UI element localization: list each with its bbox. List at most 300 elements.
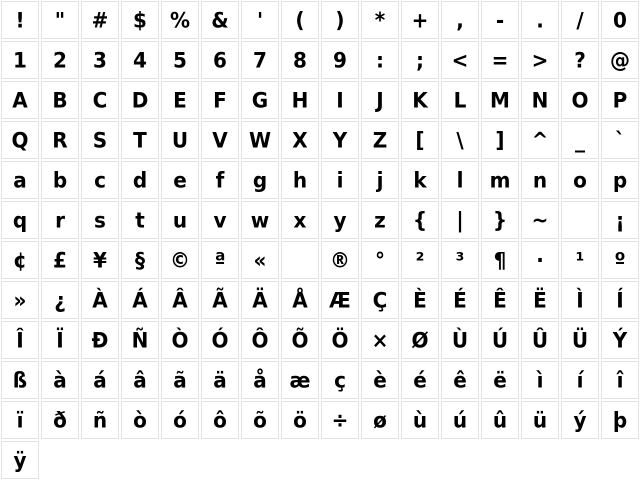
glyph-cell[interactable]	[81, 361, 119, 399]
glyph-cell[interactable]	[1, 81, 39, 119]
glyph-cell[interactable]	[361, 121, 399, 159]
glyph-cell[interactable]	[521, 41, 559, 79]
glyph-cell[interactable]	[361, 241, 399, 279]
glyph-cell[interactable]	[1, 41, 39, 79]
glyph-cell[interactable]	[161, 81, 199, 119]
glyph-cell[interactable]	[521, 81, 559, 119]
glyph-cell[interactable]	[1, 441, 39, 479]
glyph-character: ß	[12, 367, 28, 393]
glyph-cell[interactable]	[281, 241, 319, 279]
glyph-cell[interactable]	[241, 321, 279, 359]
glyph-character: *	[374, 7, 386, 33]
glyph-character: ¿	[54, 287, 66, 313]
glyph-cell[interactable]	[241, 281, 279, 319]
glyph-character: í	[576, 367, 584, 393]
glyph-character: ü	[532, 407, 548, 433]
glyph-cell[interactable]	[281, 161, 319, 199]
glyph-character: ?	[574, 47, 586, 73]
glyph-cell[interactable]	[81, 161, 119, 199]
glyph-cell[interactable]	[121, 201, 159, 239]
glyph-cell[interactable]	[201, 161, 239, 199]
glyph-cell[interactable]	[481, 281, 519, 319]
glyph-character: S	[92, 127, 108, 153]
empty-slot	[41, 441, 79, 479]
glyph-cell[interactable]	[201, 321, 239, 359]
glyph-cell[interactable]	[561, 241, 599, 279]
glyph-cell[interactable]	[361, 321, 399, 359]
glyph-character: ·	[536, 247, 544, 273]
glyph-cell[interactable]	[41, 361, 79, 399]
glyph-cell[interactable]	[401, 41, 439, 79]
glyph-cell[interactable]	[561, 41, 599, 79]
glyph-cell[interactable]	[401, 281, 439, 319]
glyph-cell[interactable]	[561, 81, 599, 119]
glyph-cell[interactable]	[521, 201, 559, 239]
glyph-cell[interactable]	[401, 1, 439, 39]
glyph-cell[interactable]	[201, 121, 239, 159]
glyph-cell[interactable]	[321, 1, 359, 39]
glyph-cell[interactable]	[361, 401, 399, 439]
glyph-character: q	[12, 207, 28, 233]
glyph-character: ¡	[615, 207, 625, 233]
glyph-character: ì	[536, 367, 544, 393]
glyph-cell[interactable]	[521, 281, 559, 319]
glyph-cell[interactable]	[161, 121, 199, 159]
glyph-cell[interactable]	[281, 321, 319, 359]
glyph-character: +	[411, 7, 429, 33]
glyph-cell[interactable]	[441, 321, 479, 359]
glyph-character: H	[291, 87, 309, 113]
glyph-character: I	[336, 87, 344, 113]
glyph-cell[interactable]	[81, 201, 119, 239]
glyph-character: `	[615, 127, 625, 153]
glyph-cell[interactable]	[81, 1, 119, 39]
glyph-character: /	[576, 7, 584, 33]
glyph-cell[interactable]	[401, 321, 439, 359]
glyph-character: (	[295, 7, 305, 33]
glyph-cell[interactable]	[441, 161, 479, 199]
glyph-character: Û	[531, 327, 549, 353]
glyph-cell[interactable]	[281, 1, 319, 39]
glyph-cell[interactable]	[481, 321, 519, 359]
glyph-cell[interactable]	[481, 161, 519, 199]
glyph-character: û	[492, 407, 508, 433]
glyph-character: ®	[330, 247, 350, 273]
glyph-character: s	[94, 207, 106, 233]
glyph-cell[interactable]	[481, 241, 519, 279]
glyph-character: l	[456, 167, 464, 193]
glyph-character: >	[531, 47, 549, 73]
glyph-character: ~	[531, 207, 549, 233]
glyph-character: «	[253, 247, 267, 273]
glyph-cell[interactable]	[561, 121, 599, 159]
glyph-cell[interactable]	[601, 1, 639, 39]
glyph-cell[interactable]	[281, 401, 319, 439]
empty-slot	[161, 441, 199, 479]
glyph-cell[interactable]	[481, 401, 519, 439]
glyph-cell[interactable]	[1, 161, 39, 199]
glyph-cell[interactable]	[441, 81, 479, 119]
glyph-character: æ	[289, 367, 311, 393]
glyph-cell[interactable]	[401, 241, 439, 279]
glyph-cell[interactable]	[601, 321, 639, 359]
empty-slot	[481, 441, 519, 479]
glyph-character: [	[415, 127, 425, 153]
glyph-character: &	[211, 7, 229, 33]
empty-slot	[561, 441, 599, 479]
glyph-character: Y	[332, 127, 348, 153]
glyph-cell[interactable]	[361, 41, 399, 79]
glyph-character: w	[250, 207, 270, 233]
glyph-character: º	[614, 247, 626, 273]
glyph-cell[interactable]	[361, 81, 399, 119]
glyph-cell[interactable]	[201, 81, 239, 119]
glyph-cell[interactable]	[241, 1, 279, 39]
glyph-character: m	[489, 167, 511, 193]
glyph-cell[interactable]	[241, 41, 279, 79]
glyph-cell[interactable]	[1, 281, 39, 319]
glyph-cell[interactable]	[81, 121, 119, 159]
glyph-character: _	[575, 127, 585, 153]
glyph-cell[interactable]	[321, 201, 359, 239]
glyph-cell[interactable]	[361, 361, 399, 399]
glyph-cell[interactable]	[161, 41, 199, 79]
glyph-cell[interactable]	[241, 241, 279, 279]
glyph-cell[interactable]	[281, 281, 319, 319]
glyph-cell[interactable]	[121, 1, 159, 39]
glyph-cell[interactable]	[241, 81, 279, 119]
glyph-character: Ç	[372, 287, 388, 313]
glyph-character: =	[491, 47, 509, 73]
glyph-character: X	[292, 127, 308, 153]
glyph-cell[interactable]	[601, 201, 639, 239]
glyph-cell[interactable]	[281, 361, 319, 399]
glyph-character: §	[135, 247, 145, 273]
glyph-character: Ú	[491, 327, 509, 353]
glyph-cell[interactable]	[321, 321, 359, 359]
glyph-character: ]	[495, 127, 505, 153]
glyph-cell[interactable]	[321, 281, 359, 319]
glyph-character: W	[248, 127, 272, 153]
glyph-cell[interactable]	[241, 161, 279, 199]
glyph-character: $	[133, 7, 147, 33]
glyph-cell[interactable]	[161, 201, 199, 239]
glyph-character: 7	[253, 47, 267, 73]
empty-slot	[361, 441, 399, 479]
glyph-character: Ã	[212, 287, 228, 313]
glyph-character: 6	[213, 47, 227, 73]
glyph-character: ý	[573, 407, 587, 433]
glyph-cell[interactable]	[1, 361, 39, 399]
glyph-character: "	[54, 7, 66, 33]
glyph-cell[interactable]	[401, 401, 439, 439]
glyph-cell[interactable]	[241, 361, 279, 399]
glyph-cell[interactable]	[81, 321, 119, 359]
glyph-character: ×	[371, 327, 389, 353]
glyph-cell[interactable]	[521, 241, 559, 279]
glyph-character: o	[573, 167, 587, 193]
glyph-cell[interactable]	[41, 241, 79, 279]
glyph-cell[interactable]	[41, 1, 79, 39]
glyph-cell[interactable]	[361, 161, 399, 199]
glyph-character: Z	[372, 127, 388, 153]
glyph-character: g	[252, 167, 268, 193]
glyph-cell[interactable]	[241, 401, 279, 439]
glyph-cell[interactable]	[81, 241, 119, 279]
glyph-character: Ë	[533, 287, 547, 313]
glyph-cell[interactable]	[241, 121, 279, 159]
glyph-character: Ù	[451, 327, 469, 353]
glyph-cell[interactable]	[321, 81, 359, 119]
glyph-character: x	[293, 207, 307, 233]
glyph-cell[interactable]	[321, 361, 359, 399]
glyph-cell[interactable]	[481, 201, 519, 239]
glyph-character: Â	[172, 287, 188, 313]
glyph-cell[interactable]	[161, 1, 199, 39]
glyph-cell[interactable]	[161, 281, 199, 319]
glyph-cell[interactable]	[521, 321, 559, 359]
glyph-cell[interactable]	[481, 81, 519, 119]
glyph-character: ÷	[331, 407, 349, 433]
glyph-cell[interactable]	[41, 81, 79, 119]
glyph-cell[interactable]	[81, 81, 119, 119]
glyph-cell[interactable]	[601, 81, 639, 119]
glyph-cell[interactable]	[201, 281, 239, 319]
glyph-cell[interactable]	[41, 401, 79, 439]
glyph-cell[interactable]	[201, 361, 239, 399]
glyph-character: ù	[412, 407, 428, 433]
glyph-character: U	[171, 127, 189, 153]
glyph-character: à	[53, 367, 67, 393]
glyph-cell[interactable]	[521, 121, 559, 159]
glyph-character: P	[612, 87, 628, 113]
glyph-character: 3	[93, 47, 107, 73]
glyph-cell[interactable]	[441, 201, 479, 239]
glyph-cell[interactable]	[281, 201, 319, 239]
glyph-cell[interactable]	[481, 41, 519, 79]
glyph-cell[interactable]	[601, 281, 639, 319]
glyph-cell[interactable]	[281, 81, 319, 119]
empty-slot	[201, 441, 239, 479]
glyph-character: ¢	[13, 247, 27, 273]
glyph-cell[interactable]	[321, 241, 359, 279]
glyph-cell[interactable]	[161, 401, 199, 439]
glyph-cell[interactable]	[441, 241, 479, 279]
glyph-cell[interactable]	[601, 401, 639, 439]
glyph-character: 2	[53, 47, 67, 73]
glyph-cell[interactable]	[201, 41, 239, 79]
glyph-character: d	[132, 167, 148, 193]
glyph-cell[interactable]	[481, 361, 519, 399]
glyph-character: Á	[132, 287, 148, 313]
glyph-cell[interactable]	[41, 281, 79, 319]
glyph-cell[interactable]	[161, 161, 199, 199]
glyph-cell[interactable]	[361, 201, 399, 239]
glyph-character: 9	[333, 47, 347, 73]
glyph-character: p	[612, 167, 628, 193]
glyph-character: ò	[133, 407, 147, 433]
glyph-character: a	[13, 167, 27, 193]
glyph-character: ï	[16, 407, 24, 433]
glyph-cell[interactable]	[161, 241, 199, 279]
glyph-cell[interactable]	[441, 361, 479, 399]
empty-slot	[281, 441, 319, 479]
glyph-character: À	[92, 287, 108, 313]
glyph-character: v	[213, 207, 227, 233]
glyph-cell[interactable]	[561, 201, 599, 239]
glyph-character: C	[92, 87, 108, 113]
glyph-cell[interactable]	[41, 161, 79, 199]
glyph-character: Ö	[331, 327, 349, 353]
glyph-cell[interactable]	[521, 161, 559, 199]
glyph-cell[interactable]	[1, 321, 39, 359]
glyph-cell[interactable]	[121, 121, 159, 159]
glyph-cell[interactable]	[41, 41, 79, 79]
glyph-cell[interactable]	[481, 1, 519, 39]
glyph-cell[interactable]	[201, 401, 239, 439]
glyph-cell[interactable]	[521, 1, 559, 39]
glyph-character: A	[12, 87, 28, 113]
glyph-character: <	[451, 47, 469, 73]
empty-slot	[81, 441, 119, 479]
glyph-cell[interactable]	[1, 121, 39, 159]
glyph-cell[interactable]	[401, 161, 439, 199]
glyph-cell[interactable]	[121, 161, 159, 199]
glyph-cell[interactable]	[1, 1, 39, 39]
glyph-character: B	[52, 87, 68, 113]
glyph-character: Ý	[612, 327, 628, 353]
glyph-cell[interactable]	[41, 121, 79, 159]
glyph-cell[interactable]	[561, 321, 599, 359]
glyph-cell[interactable]	[561, 161, 599, 199]
glyph-cell[interactable]	[561, 401, 599, 439]
glyph-cell[interactable]	[601, 41, 639, 79]
glyph-cell[interactable]	[361, 281, 399, 319]
glyph-character: â	[133, 367, 147, 393]
empty-slot	[241, 441, 279, 479]
glyph-character: ^	[531, 127, 549, 153]
glyph-cell[interactable]	[321, 161, 359, 199]
glyph-character: !	[15, 7, 25, 33]
glyph-character: ç	[334, 367, 346, 393]
glyph-cell[interactable]	[561, 1, 599, 39]
glyph-character: ä	[213, 367, 227, 393]
glyph-cell[interactable]	[121, 41, 159, 79]
glyph-cell[interactable]	[601, 121, 639, 159]
glyph-cell[interactable]	[601, 161, 639, 199]
glyph-cell[interactable]	[81, 41, 119, 79]
glyph-cell[interactable]	[121, 401, 159, 439]
glyph-cell[interactable]	[161, 361, 199, 399]
glyph-cell[interactable]	[521, 361, 559, 399]
glyph-character: f	[215, 167, 225, 193]
glyph-character: r	[55, 207, 65, 233]
glyph-cell[interactable]	[281, 121, 319, 159]
glyph-cell[interactable]	[121, 281, 159, 319]
glyph-cell[interactable]	[241, 201, 279, 239]
glyph-character: M	[490, 87, 510, 113]
glyph-cell[interactable]	[201, 201, 239, 239]
glyph-cell[interactable]	[281, 41, 319, 79]
glyph-cell[interactable]	[41, 201, 79, 239]
glyph-character: J	[376, 87, 384, 113]
glyph-cell[interactable]	[401, 201, 439, 239]
glyph-cell[interactable]	[41, 321, 79, 359]
glyph-cell[interactable]	[121, 81, 159, 119]
glyph-character: N	[531, 87, 549, 113]
glyph-character: î	[616, 367, 624, 393]
glyph-character: Å	[292, 287, 308, 313]
glyph-character: )	[335, 7, 345, 33]
empty-slot	[401, 441, 439, 479]
glyph-character: G	[251, 87, 269, 113]
glyph-cell[interactable]	[121, 361, 159, 399]
glyph-character: -	[495, 7, 505, 33]
glyph-cell[interactable]	[601, 241, 639, 279]
glyph-character: Ð	[91, 327, 109, 353]
empty-slot	[121, 441, 159, 479]
glyph-cell[interactable]	[561, 281, 599, 319]
glyph-cell[interactable]	[441, 1, 479, 39]
glyph-character: 8	[293, 47, 307, 73]
glyph-cell[interactable]	[361, 1, 399, 39]
glyph-cell[interactable]	[601, 361, 639, 399]
glyph-cell[interactable]	[441, 41, 479, 79]
glyph-character: D	[131, 87, 149, 113]
glyph-cell[interactable]	[441, 401, 479, 439]
glyph-character: :	[376, 47, 384, 73]
glyph-cell[interactable]	[401, 361, 439, 399]
glyph-cell[interactable]	[321, 401, 359, 439]
glyph-character: Î	[16, 327, 24, 353]
empty-slot	[321, 441, 359, 479]
glyph-cell[interactable]	[321, 121, 359, 159]
glyph-character: h	[292, 167, 308, 193]
glyph-character: ø	[373, 407, 387, 433]
empty-slot	[601, 441, 639, 479]
glyph-cell[interactable]	[561, 361, 599, 399]
glyph-cell[interactable]	[121, 241, 159, 279]
glyph-cell[interactable]	[1, 241, 39, 279]
glyph-character: å	[253, 367, 267, 393]
glyph-character: Ä	[252, 287, 268, 313]
glyph-character: K	[412, 87, 428, 113]
glyph-character: y	[333, 207, 347, 233]
glyph-cell[interactable]	[201, 241, 239, 279]
glyph-cell[interactable]	[121, 321, 159, 359]
glyph-character: T	[133, 127, 147, 153]
glyph-character: ³	[455, 247, 465, 273]
glyph-character: E	[173, 87, 187, 113]
glyph-cell[interactable]	[1, 401, 39, 439]
glyph-cell[interactable]	[201, 1, 239, 39]
glyph-character: k	[413, 167, 427, 193]
glyph-cell[interactable]	[321, 41, 359, 79]
glyph-cell[interactable]	[161, 321, 199, 359]
glyph-cell[interactable]	[521, 401, 559, 439]
glyph-cell[interactable]	[481, 121, 519, 159]
glyph-cell[interactable]	[401, 121, 439, 159]
glyph-character: c	[94, 167, 106, 193]
glyph-character: °	[375, 247, 385, 273]
glyph-cell[interactable]	[1, 201, 39, 239]
glyph-cell[interactable]	[441, 281, 479, 319]
glyph-cell[interactable]	[81, 281, 119, 319]
glyph-cell[interactable]	[81, 401, 119, 439]
glyph-cell[interactable]	[401, 81, 439, 119]
glyph-cell[interactable]	[441, 121, 479, 159]
glyph-character: ô	[213, 407, 227, 433]
